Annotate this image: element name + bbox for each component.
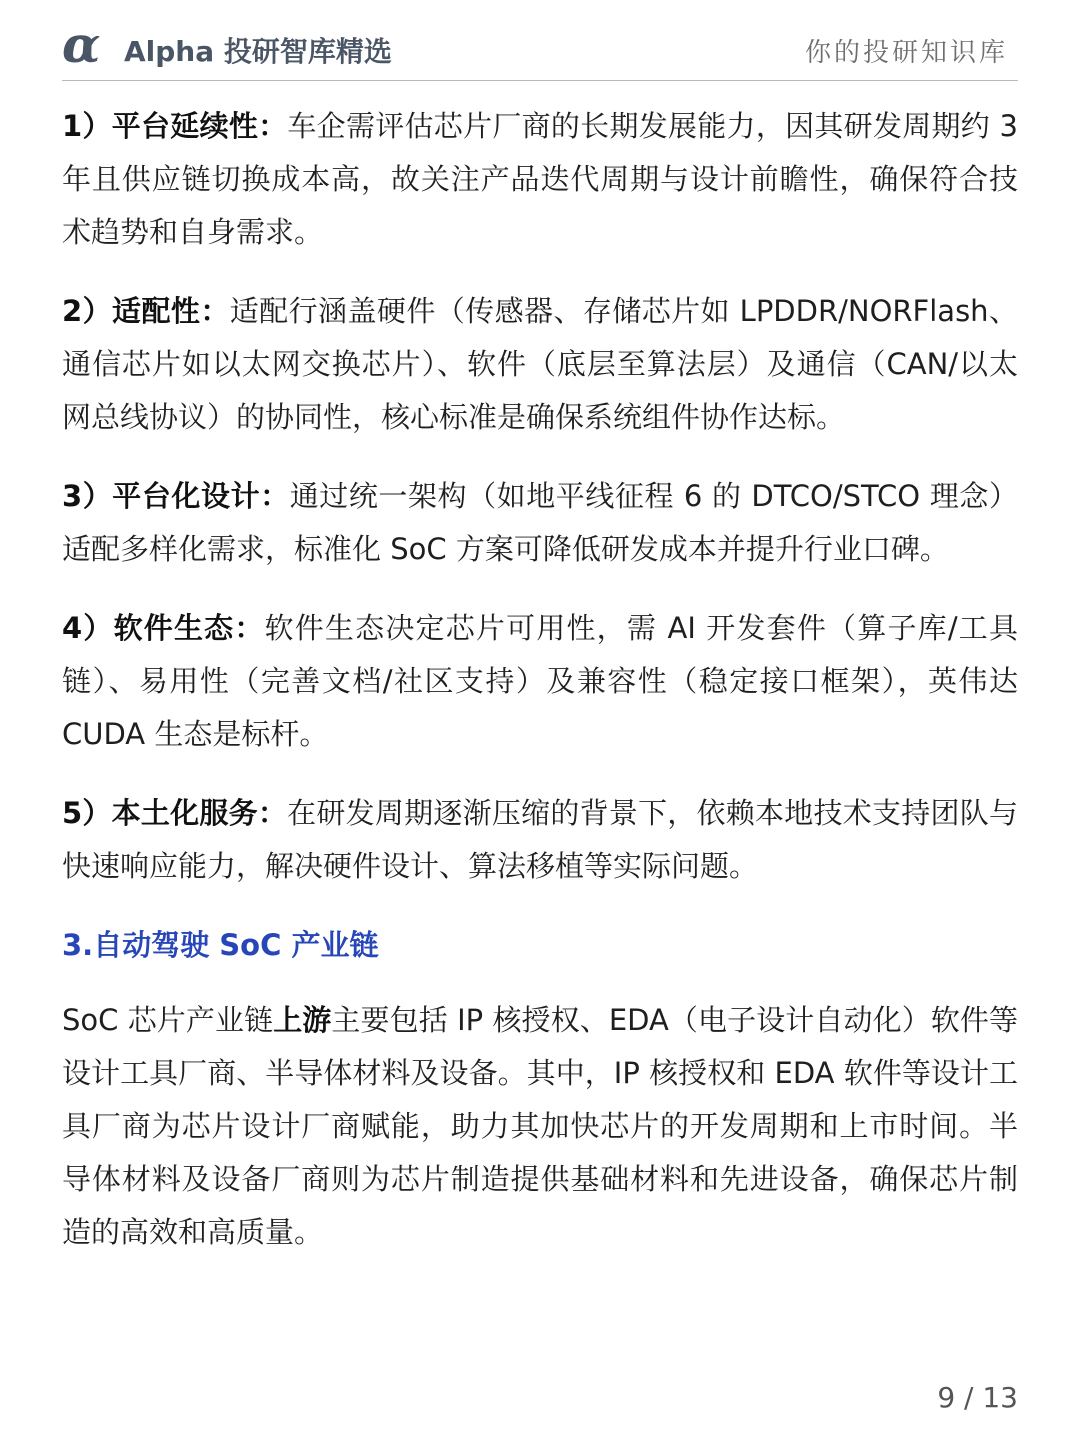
list-item: [62, 470, 1018, 576]
item-text: 适配行涵盖硬件（传感器、存储芯片如 LPDDR/NORFlash、通信芯片如以太网交换芯片）、软件（底层至算法层）及通信（CAN/以太网总线协议）的协同性，核心标准是确保系统组件协作达标。: [62, 294, 1018, 434]
paragraph-emphasis: 上游: [273, 1003, 332, 1037]
item-text: 软件生态决定芯片可用性，需 AI 开发套件（算子库/工具链）、易用性（完善文档/社区支持）及兼容性（稳定接口框架），英伟达 CUDA 生态是标杆。: [62, 611, 1018, 751]
paragraph-lead: SoC 芯片产业链: [62, 1003, 274, 1037]
paragraph-rest: 主要包括 IP 核授权、EDA（电子设计自动化）软件等设计工具厂商、半导体材料及设备。其中，IP 核授权和 EDA 软件等设计工具厂商为芯片设计厂商赋能，助力其加快芯片的开发周期和上市时间。半导体材料及设备厂商则为芯片制造提供基础材料和先进设备，确保芯片制造的高效和高质量。: [62, 1003, 1018, 1249]
document-body: [62, 100, 1018, 1285]
item-label: 3）平台化设计：: [62, 479, 290, 513]
list-item: [62, 100, 1018, 259]
brand-name: Alpha 投研智库精选: [124, 35, 392, 68]
item-label: 1）平台延续性：: [62, 109, 288, 143]
item-label: 5）本土化服务：: [62, 796, 288, 830]
item-label: 2）适配性：: [62, 294, 230, 328]
item-text: 在研发周期逐渐压缩的背景下，依赖本地技术支持团队与快速响应能力，解决硬件设计、算法移植等实际问题。: [62, 796, 1018, 883]
alpha-logo-icon: α: [62, 15, 101, 74]
section-paragraph: [62, 994, 1018, 1259]
section-heading: 3.自动驾驶 SoC 产业链: [62, 928, 379, 962]
header-tagline: 你的投研知识库: [804, 38, 1008, 68]
list-item: [62, 787, 1018, 893]
item-text: 车企需评估芯片厂商的长期发展能力，因其研发周期约 3 年且供应链切换成本高，故关注产品迭代周期与设计前瞻性，确保符合技术趋势和自身需求。: [62, 109, 1019, 249]
list-item: [62, 285, 1018, 444]
item-text: 通过统一架构（如地平线征程 6 的 DTCO/STCO 理念）适配多样化需求，标准化 SoC 方案可降低研发成本并提升行业口碑。: [62, 479, 1019, 566]
item-label: 4）软件生态：: [62, 611, 265, 645]
page-header: [62, 15, 1018, 81]
page-number: 9 / 13: [937, 1381, 1018, 1414]
list-item: [62, 602, 1018, 761]
